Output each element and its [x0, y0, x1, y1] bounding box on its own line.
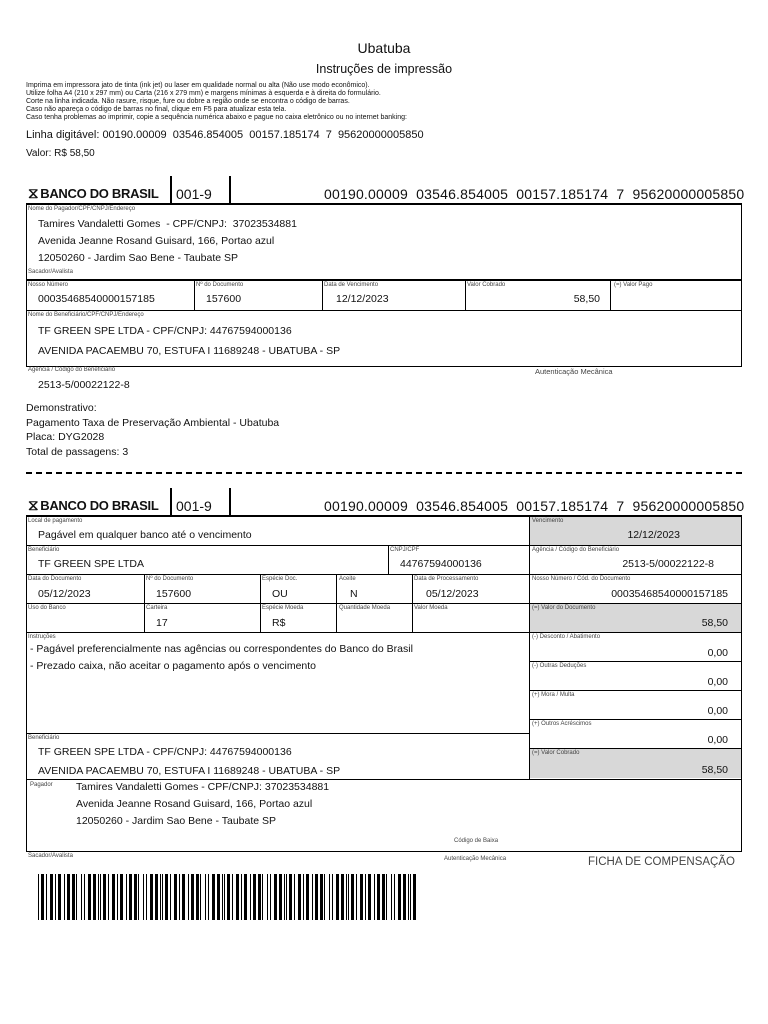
- ficha-aceite-label: Aceite: [339, 576, 356, 582]
- recibo-nosso-numero: 00035468540000157185: [38, 293, 155, 305]
- recibo-autenticacao: Autenticação Mecânica: [535, 367, 613, 376]
- barcode-bar: [410, 874, 411, 920]
- ficha-instrucao: - Prezado caixa, não aceitar o pagamento após o vencimento: [30, 660, 317, 672]
- barcode-bar: [356, 874, 357, 920]
- bank-logo: ⧖ BANCO DO BRASIL: [28, 497, 159, 514]
- recibo-agencia: 2513-5/00022122-8: [38, 379, 130, 391]
- recibo-nosso-numero-label: Nosso Número: [28, 282, 69, 288]
- barcode-bar: [298, 874, 301, 920]
- ficha-quantidade-label: Quantidade Moeda: [339, 605, 391, 611]
- barcode-bar: [129, 874, 132, 920]
- ficha-valor-doc: 58,50: [701, 617, 728, 629]
- instruction-line: Imprima em impressora jato de tinta (ink jet) ou laser em qualidade normal ou alta (Não use modo econômico).: [26, 82, 370, 89]
- barcode-bar: [196, 874, 199, 920]
- ficha-aceite: N: [350, 588, 358, 600]
- ficha-outras-deducoes-label: (-) Outras Deduções: [532, 663, 587, 669]
- barcode-bar: [58, 874, 61, 920]
- ficha-benef-address: AVENIDA PACAEMBU 70, ESTUFA I 11689248 - UBATUBA - SP: [38, 765, 341, 777]
- bank-code: 001-9: [176, 498, 212, 514]
- ficha-mora: 0,00: [707, 705, 728, 717]
- barcode-bar: [155, 874, 158, 920]
- ficha-cnpj: 44767594000136: [400, 558, 482, 570]
- ficha-beneficiario-label: Beneficiário: [28, 547, 60, 553]
- demonstrativo-line: Placa: DYG2028: [26, 431, 105, 443]
- barcode-bar: [315, 874, 318, 920]
- barcode-bar: [134, 874, 137, 920]
- demonstrativo-line: Pagamento Taxa de Preservação Ambiental - Ubatuba: [26, 416, 280, 429]
- barcode-bar: [146, 874, 147, 920]
- barcode-bar: [289, 874, 292, 920]
- recibo-num-doc: 157600: [206, 293, 242, 305]
- barcode-bar: [244, 874, 247, 920]
- valor-total: Valor: R$ 58,50: [26, 148, 95, 159]
- ficha-pagador-address: Avenida Jeanne Rosand Guisard, 166, Portao azul: [76, 798, 313, 810]
- barcode-bar: [212, 874, 215, 920]
- barcode-bar: [64, 874, 65, 920]
- ficha-pagador-name: Tamires Vandaletti Gomes - CPF/CNPJ: 37023534881: [76, 781, 330, 793]
- barcode-bar: [67, 874, 70, 920]
- ficha-benef-label: Beneficiário: [28, 735, 60, 741]
- barcode-bar: [112, 874, 115, 920]
- instruction-line: Caso não apareça o código de barras no final, clique em F5 para atualizar esta tela.: [26, 106, 287, 113]
- barcode-bar: [348, 874, 349, 920]
- barcode-bar: [386, 874, 387, 920]
- ficha-nosso-numero-label: Nosso Número / Cód. do Documento: [532, 576, 631, 582]
- ficha-vencimento: 12/12/2023: [627, 529, 680, 541]
- ficha-valor-cobrado-label: (=) Valor Cobrado: [532, 750, 580, 756]
- barcode-bar: [205, 874, 206, 920]
- barcode-bar: [170, 874, 171, 920]
- recibo-pagador-address: Avenida Jeanne Rosand Guisard, 166, Portao azul: [38, 235, 275, 247]
- recibo-sacador-label: Sacador/Avalista: [28, 269, 73, 275]
- recibo-agencia-label: Agência / Código do Beneficiário: [28, 367, 116, 373]
- recibo-beneficiario-label: Nome do Beneficiário/CPF/CNPJ/Endereço: [28, 312, 144, 318]
- recibo-valor-pago-label: (=) Valor Pago: [614, 282, 653, 288]
- barcode-bar: [262, 874, 263, 920]
- barcode-bar: [46, 874, 47, 920]
- barcode-bar: [351, 874, 354, 920]
- ficha-pagador-label: Pagador: [30, 782, 53, 788]
- barcode-bar: [279, 874, 282, 920]
- barcode-bar: [391, 874, 392, 920]
- ficha-outras-deducoes: 0,00: [707, 676, 728, 688]
- print-instructions-title: Instruções de impressão: [315, 62, 453, 76]
- ficha-instrucao: - Pagável preferencialmente nas agências ou correspondentes do Banco do Brasil: [30, 643, 413, 655]
- ficha-num-doc: 157600: [156, 588, 192, 600]
- linha-digitavel: Linha digitável: 00190.00009 03546.854005 00157.185174 7 95620000005850: [26, 129, 424, 141]
- recibo-num-doc-label: Nº do Documento: [196, 282, 244, 288]
- barcode-bar: [165, 874, 168, 920]
- cut-line: [26, 472, 742, 474]
- ficha-beneficiario: TF GREEN SPE LTDA: [38, 558, 144, 570]
- instruction-line: Caso tenha problemas ao imprimir, copie a sequência numérica abaixo e pague no caixa eletrônico ou no internet banking:: [26, 114, 407, 121]
- barcode-bar: [103, 874, 106, 920]
- ficha-vencimento-label: Vencimento: [532, 518, 564, 524]
- recibo-pagador-city: 12050260 - Jardim Sao Bene - Taubate SP: [38, 252, 239, 264]
- barcode-bar: [236, 874, 239, 920]
- barcode-bar: [294, 874, 295, 920]
- barcode-bar: [403, 874, 406, 920]
- ficha-data-proc: 05/12/2023: [426, 588, 479, 600]
- barcode-bar: [258, 874, 261, 920]
- barcode-bar: [360, 874, 363, 920]
- ficha-num-doc-label: Nº do Documento: [146, 576, 194, 582]
- barcode-bar: [200, 874, 201, 920]
- city-title: Ubatuba: [357, 40, 411, 56]
- barcode-bar: [38, 874, 39, 920]
- print-instructions: [26, 82, 746, 122]
- recibo-vencimento: 12/12/2023: [336, 293, 389, 305]
- ficha-agencia-label: Agência / Código do Beneficiário: [532, 547, 620, 553]
- ficha-benef-name: TF GREEN SPE LTDA - CPF/CNPJ: 44767594000136: [38, 746, 292, 758]
- barcode: [38, 874, 418, 920]
- ficha-local: Pagável em qualquer banco até o vencimento: [38, 529, 252, 541]
- barcode-bar: [100, 874, 101, 920]
- barcode-bar: [162, 874, 163, 920]
- bank-logo: ⧖ BANCO DO BRASIL: [28, 185, 159, 202]
- recibo-valor-cobrado-label: Valor Cobrado: [467, 282, 506, 288]
- barcode-bar: [179, 874, 180, 920]
- barcode-bar: [41, 874, 44, 920]
- ficha-sacador-label: Sacador/Avalista: [28, 853, 73, 859]
- ficha-carteira-label: Carteira: [146, 605, 168, 611]
- demonstrativo-line: Total de passagens: 3: [26, 445, 129, 458]
- ficha-especie-doc-label: Espécie Doc.: [262, 576, 298, 582]
- ficha-desconto: 0,00: [707, 647, 728, 659]
- barcode-bar: [303, 874, 304, 920]
- barcode-bar: [217, 874, 220, 920]
- recibo-pagador-name: Tamires Vandaletti Gomes - CPF/CNPJ: 37023534881: [38, 218, 297, 230]
- barcode-bar: [253, 874, 256, 920]
- digitable-line: 00190.00009 03546.854005 00157.185174 7 95620000005850: [324, 186, 745, 202]
- barcode-bar: [306, 874, 309, 920]
- ficha-especie-moeda-label: Espécie Moeda: [262, 605, 304, 611]
- recibo-valor-cobrado: 58,50: [573, 293, 600, 305]
- barcode-bar: [374, 874, 375, 920]
- ficha-desconto-label: (-) Desconto / Abatimento: [532, 634, 601, 640]
- barcode-bar: [76, 874, 77, 920]
- barcode-bar: [227, 874, 230, 920]
- ficha-carteira: 17: [156, 617, 168, 629]
- barcode-bar: [138, 874, 139, 920]
- ficha-especie-moeda: R$: [272, 617, 286, 629]
- instruction-line: Corte na linha indicada. Não rasure, risque, fure ou dobre a região onde se encontra o código de barras.: [26, 98, 350, 105]
- barcode-bar: [174, 874, 177, 920]
- barcode-bar: [143, 874, 144, 920]
- ficha-outros-acrescimos-label: (+) Outros Acréscimos: [532, 721, 592, 727]
- barcode-bar: [408, 874, 409, 920]
- recibo-beneficiario-name: TF GREEN SPE LTDA - CPF/CNPJ: 44767594000136: [38, 325, 292, 337]
- barcode-bar: [398, 874, 401, 920]
- barcode-bar: [208, 874, 209, 920]
- ficha-data-doc: 05/12/2023: [38, 588, 91, 600]
- ficha-outros-acrescimos: 0,00: [707, 734, 728, 746]
- barcode-bar: [117, 874, 118, 920]
- barcode-bar: [270, 874, 271, 920]
- barcode-bar: [93, 874, 96, 920]
- barcode-bar: [284, 874, 285, 920]
- ficha-local-label: Local de pagamento: [28, 518, 83, 524]
- barcode-bar: [329, 874, 330, 920]
- barcode-bar: [377, 874, 380, 920]
- barcode-bar: [394, 874, 395, 920]
- bank-logo-icon: ⧖: [28, 185, 39, 202]
- ficha-uso-banco-label: Uso do Banco: [28, 605, 66, 611]
- barcode-bar: [324, 874, 325, 920]
- barcode-bar: [160, 874, 161, 920]
- barcode-bar: [320, 874, 323, 920]
- digitable-line: 00190.00009 03546.854005 00157.185174 7 95620000005850: [324, 498, 745, 514]
- barcode-bar: [88, 874, 91, 920]
- barcode-bar: [232, 874, 233, 920]
- barcode-bar: [55, 874, 56, 920]
- barcode-bar: [108, 874, 109, 920]
- barcode-bar: [81, 874, 82, 920]
- barcode-bar: [382, 874, 385, 920]
- barcode-bar: [346, 874, 347, 920]
- barcode-bar: [365, 874, 366, 920]
- barcode-bar: [413, 874, 416, 920]
- barcode-bar: [182, 874, 185, 920]
- recibo-beneficiario-address: AVENIDA PACAEMBU 70, ESTUFA I 11689248 - UBATUBA - SP: [38, 345, 341, 357]
- bank-logo-icon: ⧖: [28, 497, 39, 514]
- recibo-vencimento-label: Data de Vencimento: [324, 282, 379, 288]
- barcode-bar: [332, 874, 333, 920]
- ficha-mora-label: (+) Mora / Multa: [532, 692, 575, 698]
- barcode-bar: [368, 874, 371, 920]
- demonstrativo-line: Demonstrativo:: [26, 402, 97, 414]
- barcode-bar: [341, 874, 344, 920]
- barcode-bar: [274, 874, 277, 920]
- barcode-bar: [336, 874, 339, 920]
- barcode-bar: [120, 874, 123, 920]
- barcode-bar: [150, 874, 153, 920]
- barcode-bar: [224, 874, 225, 920]
- recibo-pagador-label: Nome do Pagador/CPF/CNPJ/Endereço: [28, 206, 136, 212]
- barcode-bar: [250, 874, 251, 920]
- instruction-line: Utilize folha A4 (210 x 297 mm) ou Carta (216 x 279 mm) e margens mínimas à esquerda e à direita do formulário.: [26, 90, 381, 97]
- ficha-nosso-numero: 00035468540000157185: [611, 588, 728, 600]
- barcode-bar: [191, 874, 194, 920]
- barcode-bar: [267, 874, 268, 920]
- ficha-valor-doc-label: (=) Valor do Documento: [532, 605, 596, 611]
- barcode-bar: [98, 874, 99, 920]
- bank-code: 001-9: [176, 186, 212, 202]
- barcode-bar: [72, 874, 75, 920]
- ficha-data-proc-label: Data de Processamento: [414, 576, 479, 582]
- ficha-agencia: 2513-5/00022122-8: [622, 558, 714, 570]
- barcode-bar: [312, 874, 313, 920]
- ficha-compensacao-title: FICHA DE COMPENSAÇÃO: [588, 856, 735, 868]
- demonstrativo: [26, 401, 279, 459]
- ficha-cnpj-label: CNPJ/CPF: [390, 547, 420, 553]
- barcode-bar: [50, 874, 53, 920]
- barcode-bar: [126, 874, 127, 920]
- ficha-codigo-baixa: Código de Baixa: [454, 838, 499, 844]
- barcode-bar: [286, 874, 287, 920]
- ficha-data-doc-label: Data do Documento: [28, 576, 82, 582]
- barcode-bar: [241, 874, 242, 920]
- ficha-especie-doc: OU: [272, 588, 288, 600]
- ficha-valor-cobrado: 58,50: [701, 764, 728, 776]
- barcode-bar: [84, 874, 85, 920]
- ficha-instrucoes-label: Instruções: [28, 634, 56, 640]
- barcode-bar: [188, 874, 189, 920]
- ficha-pagador-city: 12050260 - Jardim Sao Bene - Taubate SP: [76, 815, 277, 827]
- barcode-bar: [222, 874, 223, 920]
- ficha-autenticacao: Autenticação Mecânica: [444, 856, 507, 862]
- ficha-valor-moeda-label: Valor Moeda: [414, 605, 448, 611]
